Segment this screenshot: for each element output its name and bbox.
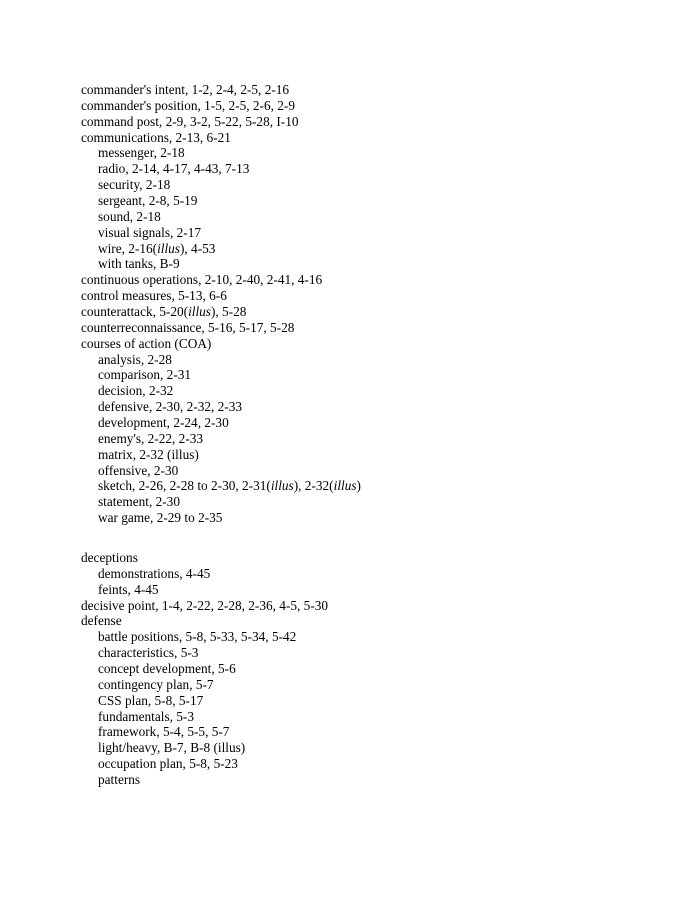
- index-entry-text: sound, 2-18: [98, 208, 161, 224]
- index-subentry: [81, 740, 328, 756]
- index-entry: [81, 288, 361, 304]
- index-entry: [81, 98, 361, 114]
- index-entry-text: analysis, 2-28: [98, 351, 172, 367]
- index-entry-text: statement, 2-30: [98, 494, 180, 510]
- index-subentry: [81, 256, 361, 272]
- index-entry-text: sergeant, 2-8, 5-19: [98, 193, 198, 209]
- index-subentry: [81, 431, 361, 447]
- index-subentry: [81, 661, 328, 677]
- index-entry: [81, 320, 361, 336]
- index-subentry: [81, 241, 361, 257]
- index-entry-text: fundamentals, 5-3: [98, 708, 195, 724]
- index-subentry: [81, 510, 361, 526]
- index-subentry: [81, 193, 361, 209]
- index-subentry: [81, 367, 361, 383]
- index-subentry: [81, 383, 361, 399]
- index-entry-text: ): [356, 478, 361, 494]
- index-entry-text: feints, 4-45: [98, 581, 159, 597]
- index-entry: [81, 130, 361, 146]
- index-entry-text: defensive, 2-30, 2-32, 2-33: [98, 399, 243, 415]
- index-entry-italic-text: illus: [270, 478, 294, 494]
- index-subentry: [81, 478, 361, 494]
- index-entry: [81, 336, 361, 352]
- index-entry-text: demonstrations, 4-45: [98, 565, 211, 581]
- index-entry-text: characteristics, 5-3: [98, 645, 199, 661]
- index-entry-text: offensive, 2-30: [98, 462, 179, 478]
- index-entry-text: matrix, 2-32 (illus): [98, 446, 199, 462]
- index-entry-italic-text: illus: [188, 304, 211, 320]
- index-subentry: [81, 463, 361, 479]
- index-entry-italic-text: illus: [157, 240, 180, 256]
- index-entry: [81, 304, 361, 320]
- index-entry-text: radio, 2-14, 4-17, 4-43, 7-13: [98, 161, 250, 177]
- index-entry-italic-text: illus: [333, 478, 357, 494]
- index-entry-text: communications, 2-13, 6-21: [81, 129, 231, 145]
- index-subentry: [81, 629, 328, 645]
- index-entry: [81, 613, 328, 629]
- index-entry-text: war game, 2-29 to 2-35: [98, 510, 223, 526]
- index-entry: [81, 598, 328, 614]
- index-entry-text: commander's position, 1-5, 2-5, 2-6, 2-9: [81, 97, 296, 113]
- index-entry: [81, 272, 361, 288]
- index-entry-text: framework, 5-4, 5-5, 5-7: [98, 724, 230, 740]
- index-subentry: [81, 352, 361, 368]
- index-subentry: [81, 399, 361, 415]
- index-entry-text: command post, 2-9, 3-2, 5-22, 5-28, I-10: [81, 113, 299, 129]
- index-entry-text: commander's intent, 1-2, 2-4, 2-5, 2-16: [81, 82, 290, 97]
- index-entry-text: with tanks, B-9: [98, 256, 180, 272]
- index-subentry: [81, 209, 361, 225]
- index-subentry: [81, 693, 328, 709]
- index-subentry: [81, 645, 328, 661]
- index-subentry: [81, 161, 361, 177]
- index-entry-text: battle positions, 5-8, 5-33, 5-34, 5-42: [98, 629, 297, 645]
- index-entry-text: contingency plan, 5-7: [98, 676, 214, 692]
- index-entry-text: decisive point, 1-4, 2-22, 2-28, 2-36, 4-5, 5-30: [81, 597, 329, 613]
- index-entry-text: counterreconnaissance, 5-16, 5-17, 5-28: [81, 319, 295, 335]
- index-entry-text: counterattack, 5-20(: [81, 304, 189, 320]
- index-subentry: [81, 225, 361, 241]
- index-entry-text: light/heavy, B-7, B-8 (illus): [98, 740, 246, 756]
- index-entry-text: visual signals, 2-17: [98, 224, 202, 240]
- index-section-d: [81, 550, 328, 788]
- index-subentry: [81, 177, 361, 193]
- index-entry-text: development, 2-24, 2-30: [98, 415, 229, 431]
- index-subentry: [81, 447, 361, 463]
- index-entry-text: continuous operations, 2-10, 2-40, 2-41, 4-16: [81, 272, 323, 288]
- index-subentry: [81, 772, 328, 788]
- index-entry-text: security, 2-18: [98, 177, 171, 193]
- index-entry-text: deceptions: [81, 550, 138, 565]
- index-entry-text: ), 5-28: [210, 304, 247, 320]
- index-entry-text: wire, 2-16(: [98, 240, 158, 256]
- index-section-c: [81, 82, 361, 526]
- index-entry-text: ), 2-32(: [293, 478, 334, 494]
- index-subentry: [81, 724, 328, 740]
- index-entry-text: occupation plan, 5-8, 5-23: [98, 756, 238, 772]
- index-entry: [81, 550, 328, 566]
- index-entry-text: CSS plan, 5-8, 5-17: [98, 692, 204, 708]
- index-entry-text: ), 4-53: [179, 240, 216, 256]
- index-entry-text: comparison, 2-31: [98, 367, 192, 383]
- index-entry: [81, 114, 361, 130]
- index-entry: [81, 82, 361, 98]
- index-entry-text: defense: [81, 613, 122, 629]
- index-subentry: [81, 756, 328, 772]
- index-entry-text: sketch, 2-26, 2-28 to 2-30, 2-31(: [98, 478, 271, 494]
- index-entry-text: courses of action (COA): [81, 335, 212, 351]
- index-subentry: [81, 566, 328, 582]
- index-subentry: [81, 582, 328, 598]
- index-entry-text: control measures, 5-13, 6-6: [81, 288, 227, 304]
- index-subentry: [81, 677, 328, 693]
- index-subentry: [81, 709, 328, 725]
- index-entry-text: concept development, 5-6: [98, 661, 236, 677]
- index-subentry: [81, 494, 361, 510]
- index-entry-text: enemy's, 2-22, 2-33: [98, 430, 204, 446]
- index-subentry: [81, 415, 361, 431]
- index-entry-text: patterns: [98, 772, 141, 788]
- index-subentry: [81, 145, 361, 161]
- index-entry-text: decision, 2-32: [98, 383, 174, 399]
- index-entry-text: messenger, 2-18: [98, 145, 185, 161]
